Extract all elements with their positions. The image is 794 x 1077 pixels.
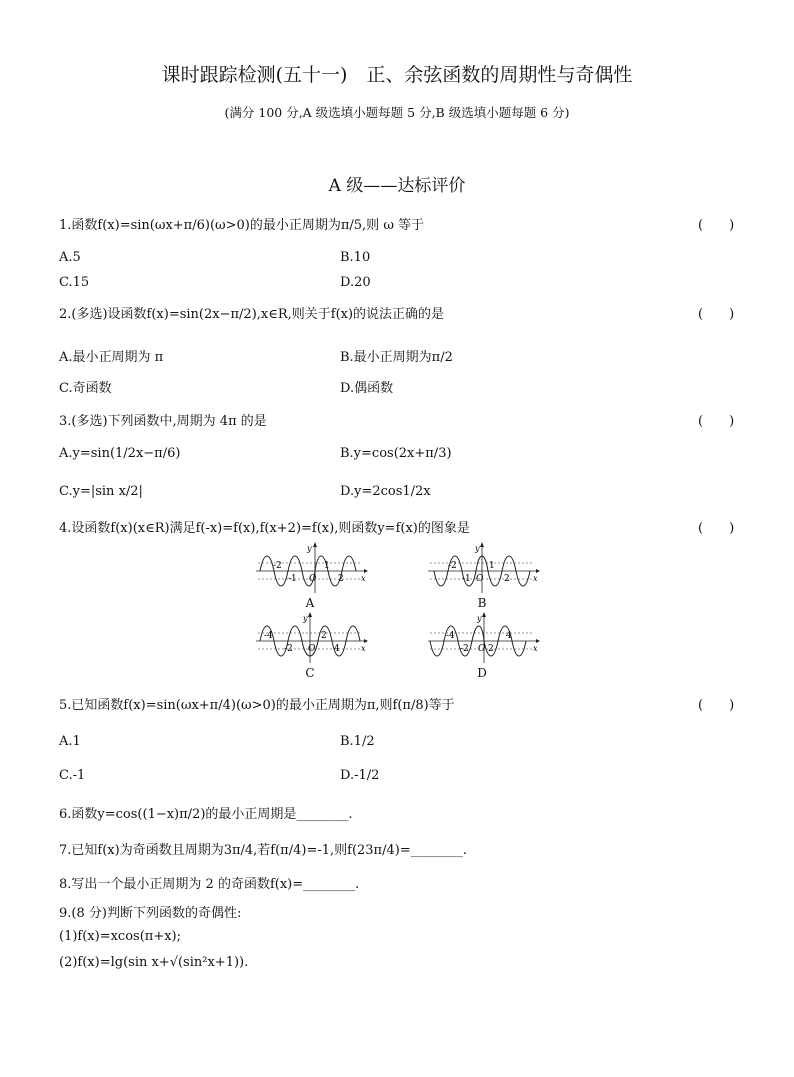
question-8-stem: 8.写出一个最小正周期为 2 的奇函数f(x)=________. [59, 877, 360, 892]
graph-b-x-label: x [533, 574, 538, 583]
graph-d-y-label: y [477, 614, 482, 623]
page-subtitle: (满分 100 分,A 级选填小题每题 5 分,B 级选填小题每题 6 分) [224, 105, 570, 120]
question-5-option-c: C.-1 [59, 768, 86, 783]
graph-a-tick-1: -2 [273, 561, 282, 571]
graph-c-tick-1: -4 [264, 631, 273, 641]
graph-a-tick-2: -1 [288, 574, 297, 584]
question-3-option-b: B.y=cos(2x+π/3) [340, 446, 452, 461]
question-1-stem: 1.函数f(x)=sin(ωx+π/6)(ω>0)的最小正周期为π/5,则 ω 等于 [59, 218, 425, 233]
question-5-option-a: A.1 [59, 734, 81, 749]
graph-a-x-label: x [361, 574, 366, 583]
question-9-stem: 9.(8 分)判断下列函数的奇偶性: [59, 906, 242, 921]
graph-option-a [252, 541, 372, 610]
question-2-stem: 2.(多选)设函数f(x)=sin(2x−π/2),x∈R,则关于f(x)的说法正确的是 [59, 307, 445, 322]
graph-a-y-label: y [307, 544, 312, 553]
question-1-option-c: C.15 [59, 275, 90, 290]
question-7-stem: 7.已知f(x)为奇函数且周期为3π/4,若f(π/4)=-1,则f(23π/4)=________. [59, 843, 467, 858]
question-1-option-a: A.5 [59, 250, 81, 265]
question-3-option-d: D.y=2cos1/2x [340, 484, 431, 499]
graph-a-origin: O [309, 574, 317, 584]
question-4-answer-paren: ( ) [698, 521, 735, 536]
graph-a-tick-3: 1 [324, 561, 330, 571]
graph-c-tick-3: 2 [321, 631, 327, 641]
graph-d-svg [424, 611, 544, 667]
graph-a-label: A [305, 596, 315, 610]
question-4-stem: 4.设函数f(x)(x∈R)满足f(-x)=f(x),f(x+2)=f(x),则函数y=f(x)的图象是 [59, 521, 470, 536]
graph-d-tick-2: -2 [460, 644, 469, 654]
question-3-option-a: A.y=sin(1/2x−π/6) [59, 446, 181, 461]
graph-d-label: D [477, 666, 487, 680]
graph-option-b [424, 541, 544, 610]
question-9-part-2: (2)f(x)=lg(sin x+√(sin²x+1)). [59, 955, 249, 970]
question-5-stem: 5.已知函数f(x)=sin(ωx+π/4)(ω>0)的最小正周期为π,则f(π/8)等于 [59, 698, 455, 713]
question-5-answer-paren: ( ) [698, 698, 735, 713]
graph-d-origin: O [478, 644, 486, 654]
question-2-option-d: D.偶函数 [340, 381, 394, 396]
graph-d-tick-1: -4 [446, 631, 455, 641]
question-1-answer-paren: ( ) [698, 218, 735, 233]
graph-b-y-label: y [475, 544, 480, 553]
graph-b-tick-3: 1 [489, 561, 495, 571]
graph-option-d [424, 611, 544, 680]
graph-option-c [252, 611, 372, 680]
question-2-option-a: A.最小正周期为 π [59, 350, 164, 365]
graph-b-origin: O [476, 574, 484, 584]
question-1-option-d: D.20 [340, 275, 371, 290]
question-3-option-c: C.y=|sin x/2| [59, 484, 143, 499]
question-3-stem: 3.(多选)下列函数中,周期为 4π 的是 [59, 414, 267, 429]
question-5-option-b: B.1/2 [340, 734, 375, 749]
graph-b-svg [424, 541, 544, 597]
question-6-stem: 6.函数y=cos((1−x)π/2)的最小正周期是________. [59, 807, 353, 822]
graph-b-tick-1: -2 [448, 561, 457, 571]
question-3-answer-paren: ( ) [698, 414, 735, 429]
graph-b-tick-4: 2 [504, 574, 510, 584]
graph-d-tick-4: 4 [506, 631, 512, 641]
graph-a-tick-4: 2 [338, 574, 344, 584]
question-9-part-1: (1)f(x)=xcos(π+x); [59, 929, 181, 944]
graph-c-tick-2: -2 [284, 644, 293, 654]
question-2-option-c: C.奇函数 [59, 381, 112, 396]
graph-d-tick-3: 2 [488, 644, 494, 654]
question-5-option-d: D.-1/2 [340, 768, 380, 783]
graph-a-svg [252, 541, 372, 597]
graph-c-origin: O [308, 644, 316, 654]
question-1-option-b: B.10 [340, 250, 371, 265]
graph-c-svg [252, 611, 372, 667]
section-heading: A 级——达标评价 [328, 176, 466, 196]
graph-b-tick-2: -1 [462, 574, 471, 584]
graph-d-x-label: x [533, 644, 538, 653]
question-2-answer-paren: ( ) [698, 307, 735, 322]
page-title: 课时跟踪检测(五十一) 正、余弦函数的周期性与奇偶性 [161, 64, 633, 86]
graph-c-tick-4: 4 [334, 644, 340, 654]
question-2-option-b: B.最小正周期为π/2 [340, 350, 453, 365]
graph-b-label: B [477, 596, 487, 610]
graph-c-label: C [305, 666, 315, 680]
graph-c-y-label: y [303, 614, 308, 623]
graph-c-x-label: x [361, 644, 366, 653]
